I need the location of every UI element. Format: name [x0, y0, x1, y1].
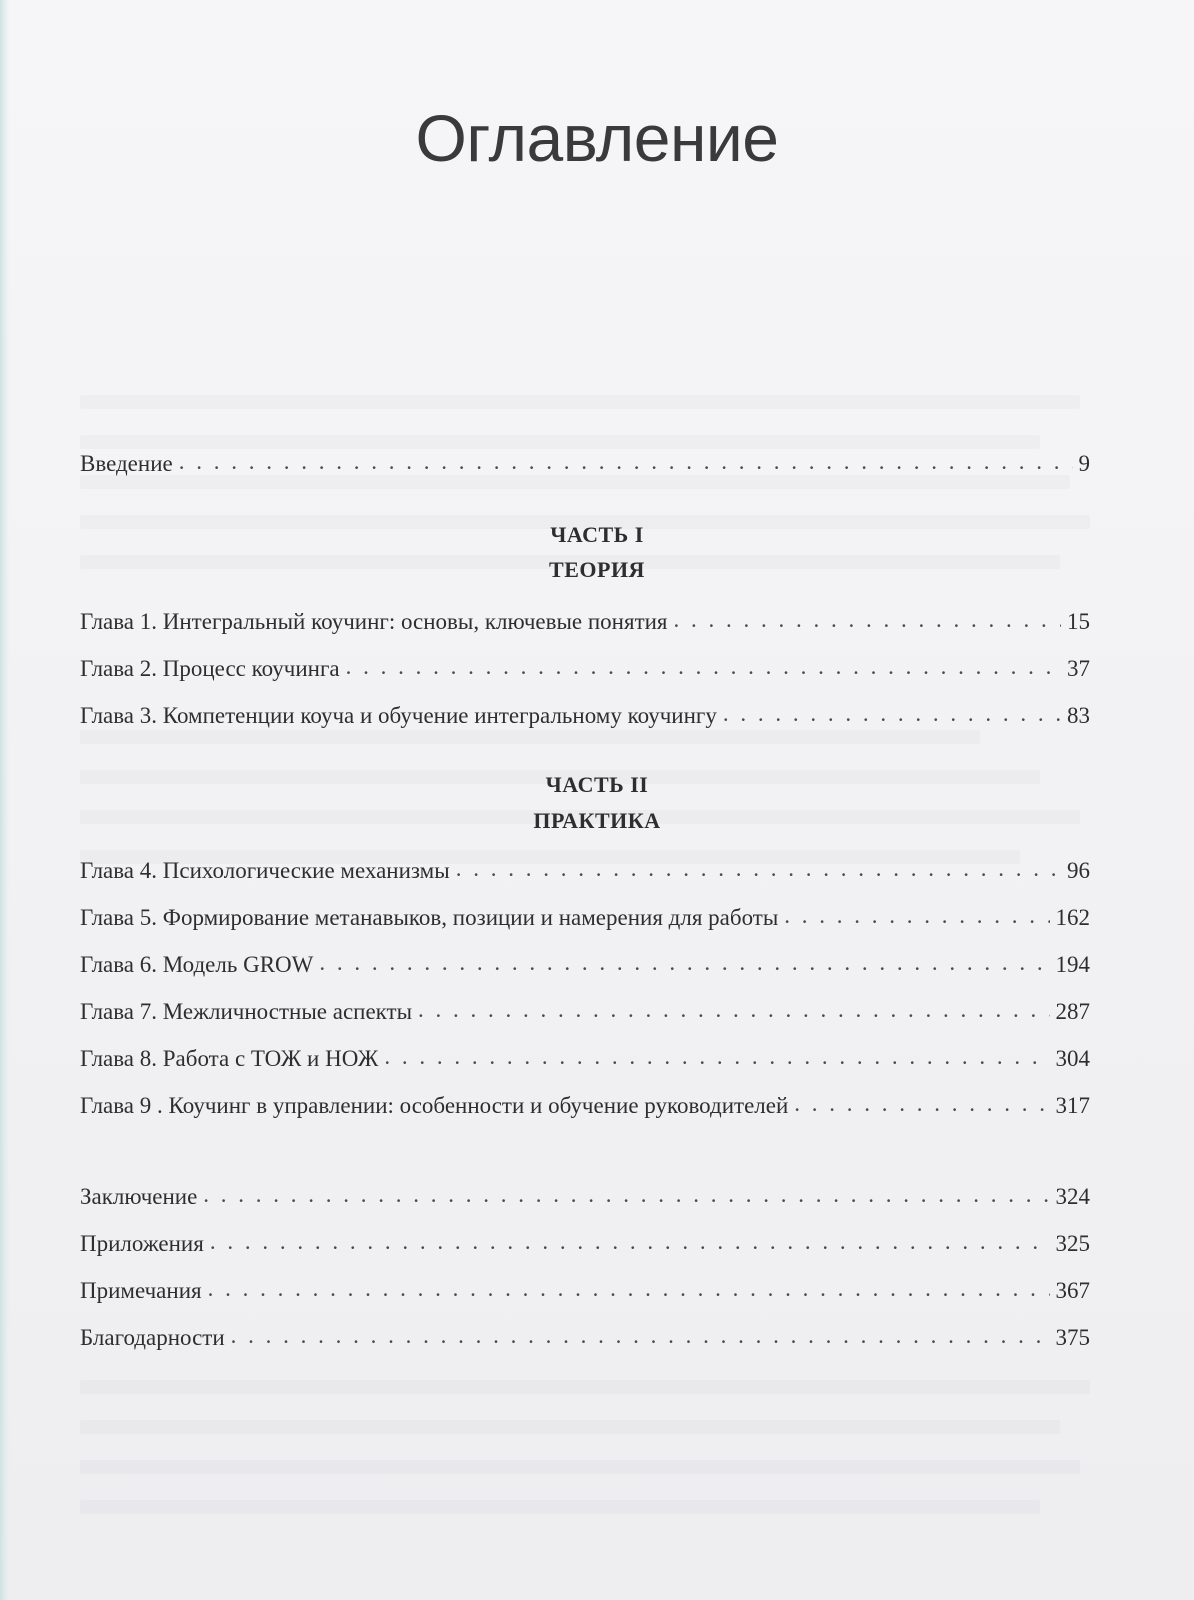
toc-entry-page: 325 [1055, 1231, 1090, 1256]
toc-entry [80, 946, 1090, 978]
toc-entry-page: 324 [1055, 1184, 1090, 1209]
toc-entry-label: Глава 8. Работа с ТОЖ и НОЖ [80, 1046, 379, 1071]
toc-entry-page: 37 [1067, 656, 1090, 681]
page-edge [0, 0, 10, 1600]
toc-entry [80, 697, 1090, 729]
toc-entry [80, 650, 1090, 682]
toc-entry-label: Заключение [80, 1184, 198, 1209]
toc-entry [80, 1272, 1090, 1304]
toc-entry-page: 96 [1067, 858, 1090, 883]
leader-dots [319, 950, 1049, 976]
toc-entry-label: Приложения [80, 1231, 204, 1256]
leader-dots [203, 1182, 1049, 1208]
toc-entry-label: Примечания [80, 1278, 202, 1303]
toc-entry-label: Глава 4. Психологические механизмы [80, 858, 450, 883]
leader-dots [794, 1091, 1049, 1117]
leader-dots [674, 607, 1061, 633]
leader-dots [179, 449, 1073, 475]
toc-entry [80, 993, 1090, 1025]
toc-entry [80, 899, 1090, 931]
toc-entry-page: 194 [1055, 952, 1090, 977]
toc-entry [80, 1319, 1090, 1351]
leader-dots [784, 903, 1049, 929]
leader-dots [208, 1276, 1050, 1302]
leader-dots [346, 654, 1061, 680]
toc-entry-label: Глава 1. Интегральный коучинг: основы, ключевые понятия [80, 609, 668, 634]
page-title: Оглавление [415, 101, 779, 175]
leader-dots [384, 1044, 1049, 1070]
toc-entry-label: Введение [80, 451, 173, 476]
part-subheading: ПРАКТИКА [533, 808, 661, 833]
toc-entry [80, 1087, 1090, 1119]
part-heading: ЧАСТЬ I [550, 522, 644, 547]
toc-entry-label: Глава 5. Формирование метанавыков, позиции и намерения для работы [80, 905, 779, 930]
leader-dots [231, 1323, 1050, 1349]
toc-entry-page: 83 [1067, 703, 1090, 728]
toc-entry-page: 317 [1055, 1093, 1090, 1118]
toc-entry-page: 287 [1055, 999, 1090, 1024]
toc-entry-page: 9 [1078, 451, 1090, 476]
toc-entry-label: Глава 2. Процесс коучинга [80, 656, 340, 681]
part-subheading: ТЕОРИЯ [549, 557, 645, 582]
toc-entry-page: 375 [1055, 1325, 1090, 1350]
leader-dots [723, 701, 1061, 727]
toc-entry [80, 1040, 1090, 1072]
toc-entry-label: Благодарности [80, 1325, 225, 1350]
leader-dots [456, 856, 1061, 882]
leader-dots [210, 1229, 1050, 1255]
toc-entry-page: 15 [1067, 609, 1090, 634]
toc-entry [80, 1178, 1090, 1210]
toc-entry [80, 603, 1090, 635]
toc-entry-label: Глава 6. Модель GROW [80, 952, 314, 977]
part-heading: ЧАСТЬ II [545, 772, 649, 797]
toc-entry [80, 1225, 1090, 1257]
toc-entry-page: 162 [1055, 905, 1090, 930]
leader-dots [418, 997, 1049, 1023]
toc-entry [80, 445, 1090, 477]
toc-entry-label: Глава 7. Межличностные аспекты [80, 999, 413, 1024]
toc-entry-label: Глава 3. Компетенции коуча и обучение интегральному коучингу [80, 703, 717, 728]
toc-entry [80, 852, 1090, 884]
toc-entry-page: 304 [1055, 1046, 1090, 1071]
toc-entry-page: 367 [1055, 1278, 1090, 1303]
toc-entry-label: Глава 9 . Коучинг в управлении: особенности и обучение руководителей [80, 1093, 789, 1118]
